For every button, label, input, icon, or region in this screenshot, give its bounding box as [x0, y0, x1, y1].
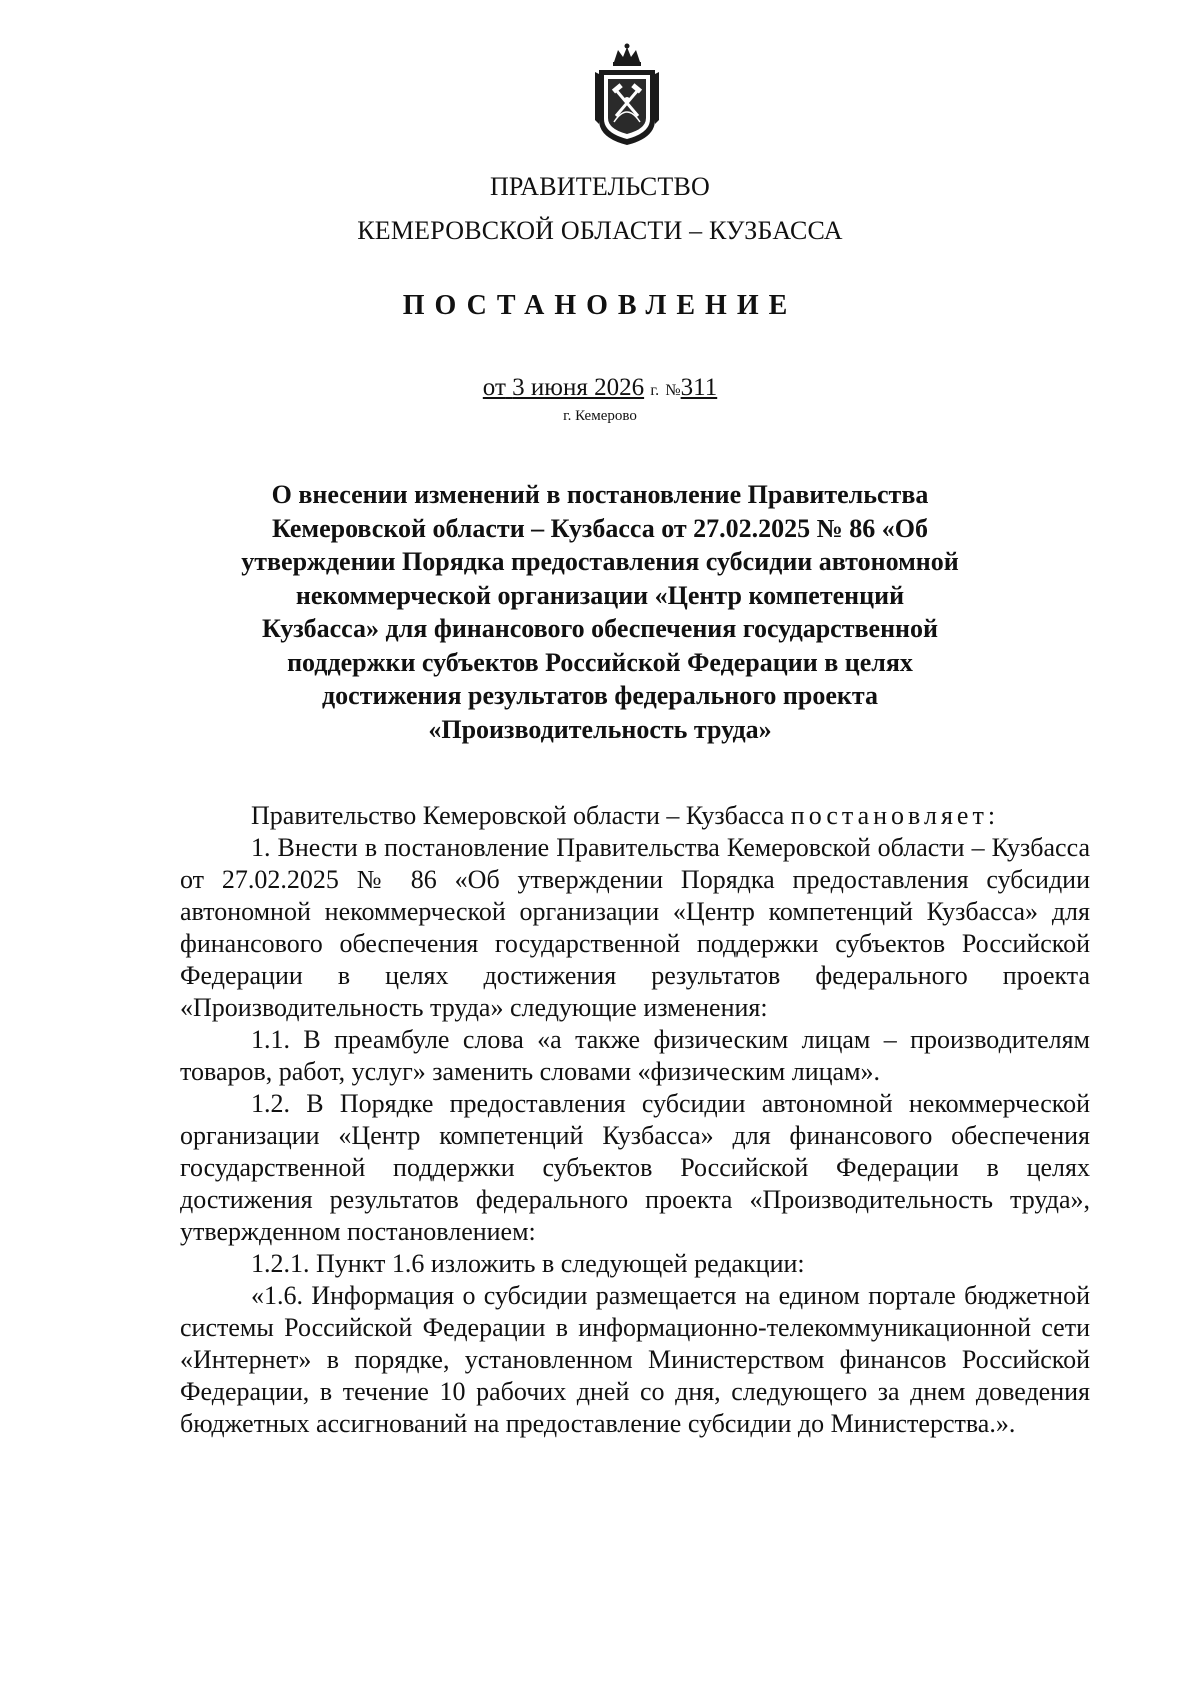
- document-subject: О внесении изменений в постановление Правительства Кемеровской области – Кузбасса от 27.02.2025 № 86 «Об утверждении Порядка предоставления субсидии автономной некоммерческой организации «Центр компетенций Кузбасса» для финансового обеспечения государственной поддержки субъектов Российской Федерации в целях достижения результатов федерального проекта «Производительность труда»: [241, 480, 959, 744]
- clause-1-2-1: 1.2.1. Пункт 1.6 изложить в следующей редакции:: [251, 1249, 805, 1278]
- number-sign: №: [665, 382, 681, 399]
- document-number: 311: [680, 374, 718, 401]
- document-date: 3 июня 2026: [512, 374, 645, 401]
- government-title-line1: ПРАВИТЕЛЬСТВО: [489, 172, 711, 201]
- preamble-paragraph: Правительство Кемеровской области – Кузбасса постановляет:: [251, 801, 996, 830]
- date-number-line: [0, 374, 1200, 405]
- clause-1-2: 1.2. В Порядке предоставления субсидии автономной некоммерческой организации «Центр компетенций Кузбасса» для финансового обеспечения государственной поддержки субъектов Российской Федерации в целях достижения результатов федерального проекта «Производительность труда», утвержденном постановлением:: [180, 1089, 1090, 1246]
- date-prefix: от: [482, 374, 506, 401]
- document-type-heading: ПОСТАНОВЛЕНИЕ: [402, 290, 798, 321]
- clause-1-1: 1.1. В преамбуле слова «а также физическим лицам – производителям товаров, работ, услуг» заменить словами «физическим лицам».: [180, 1025, 1090, 1086]
- government-title-line2: КЕМЕРОВСКОЙ ОБЛАСТИ – КУЗБАССА: [357, 216, 843, 245]
- year-suffix: г.: [650, 382, 660, 399]
- city-label: г. Кемерово: [563, 408, 637, 424]
- clause-1: 1. Внести в постановление Правительства Кемеровской области – Кузбасса от 27.02.2025 № 86 «Об утверждении Порядка предоставления субсидии автономной некоммерческой организации «Центр компетенций Кузбасса» для финансового обеспечения государственной поддержки субъектов Российской Федерации в целях достижения результатов федерального проекта «Производительность труда» следующие изменения:: [180, 833, 1090, 1022]
- preamble-verb: постановляет: [790, 801, 988, 830]
- coat-of-arms-icon: [592, 42, 662, 147]
- document-body: [180, 800, 1090, 1440]
- clause-1-6-text: «1.6. Информация о субсидии размещается на едином портале бюджетной системы Российской Федерации в информационно-телекоммуникационной сети «Интернет» в порядке, установленном Министерством финансов Российской Федерации, в течение 10 рабочих дней со дня, следующего за днем доведения бюджетных ассигнований на предоставление субсидии до Министерства.».: [180, 1281, 1090, 1438]
